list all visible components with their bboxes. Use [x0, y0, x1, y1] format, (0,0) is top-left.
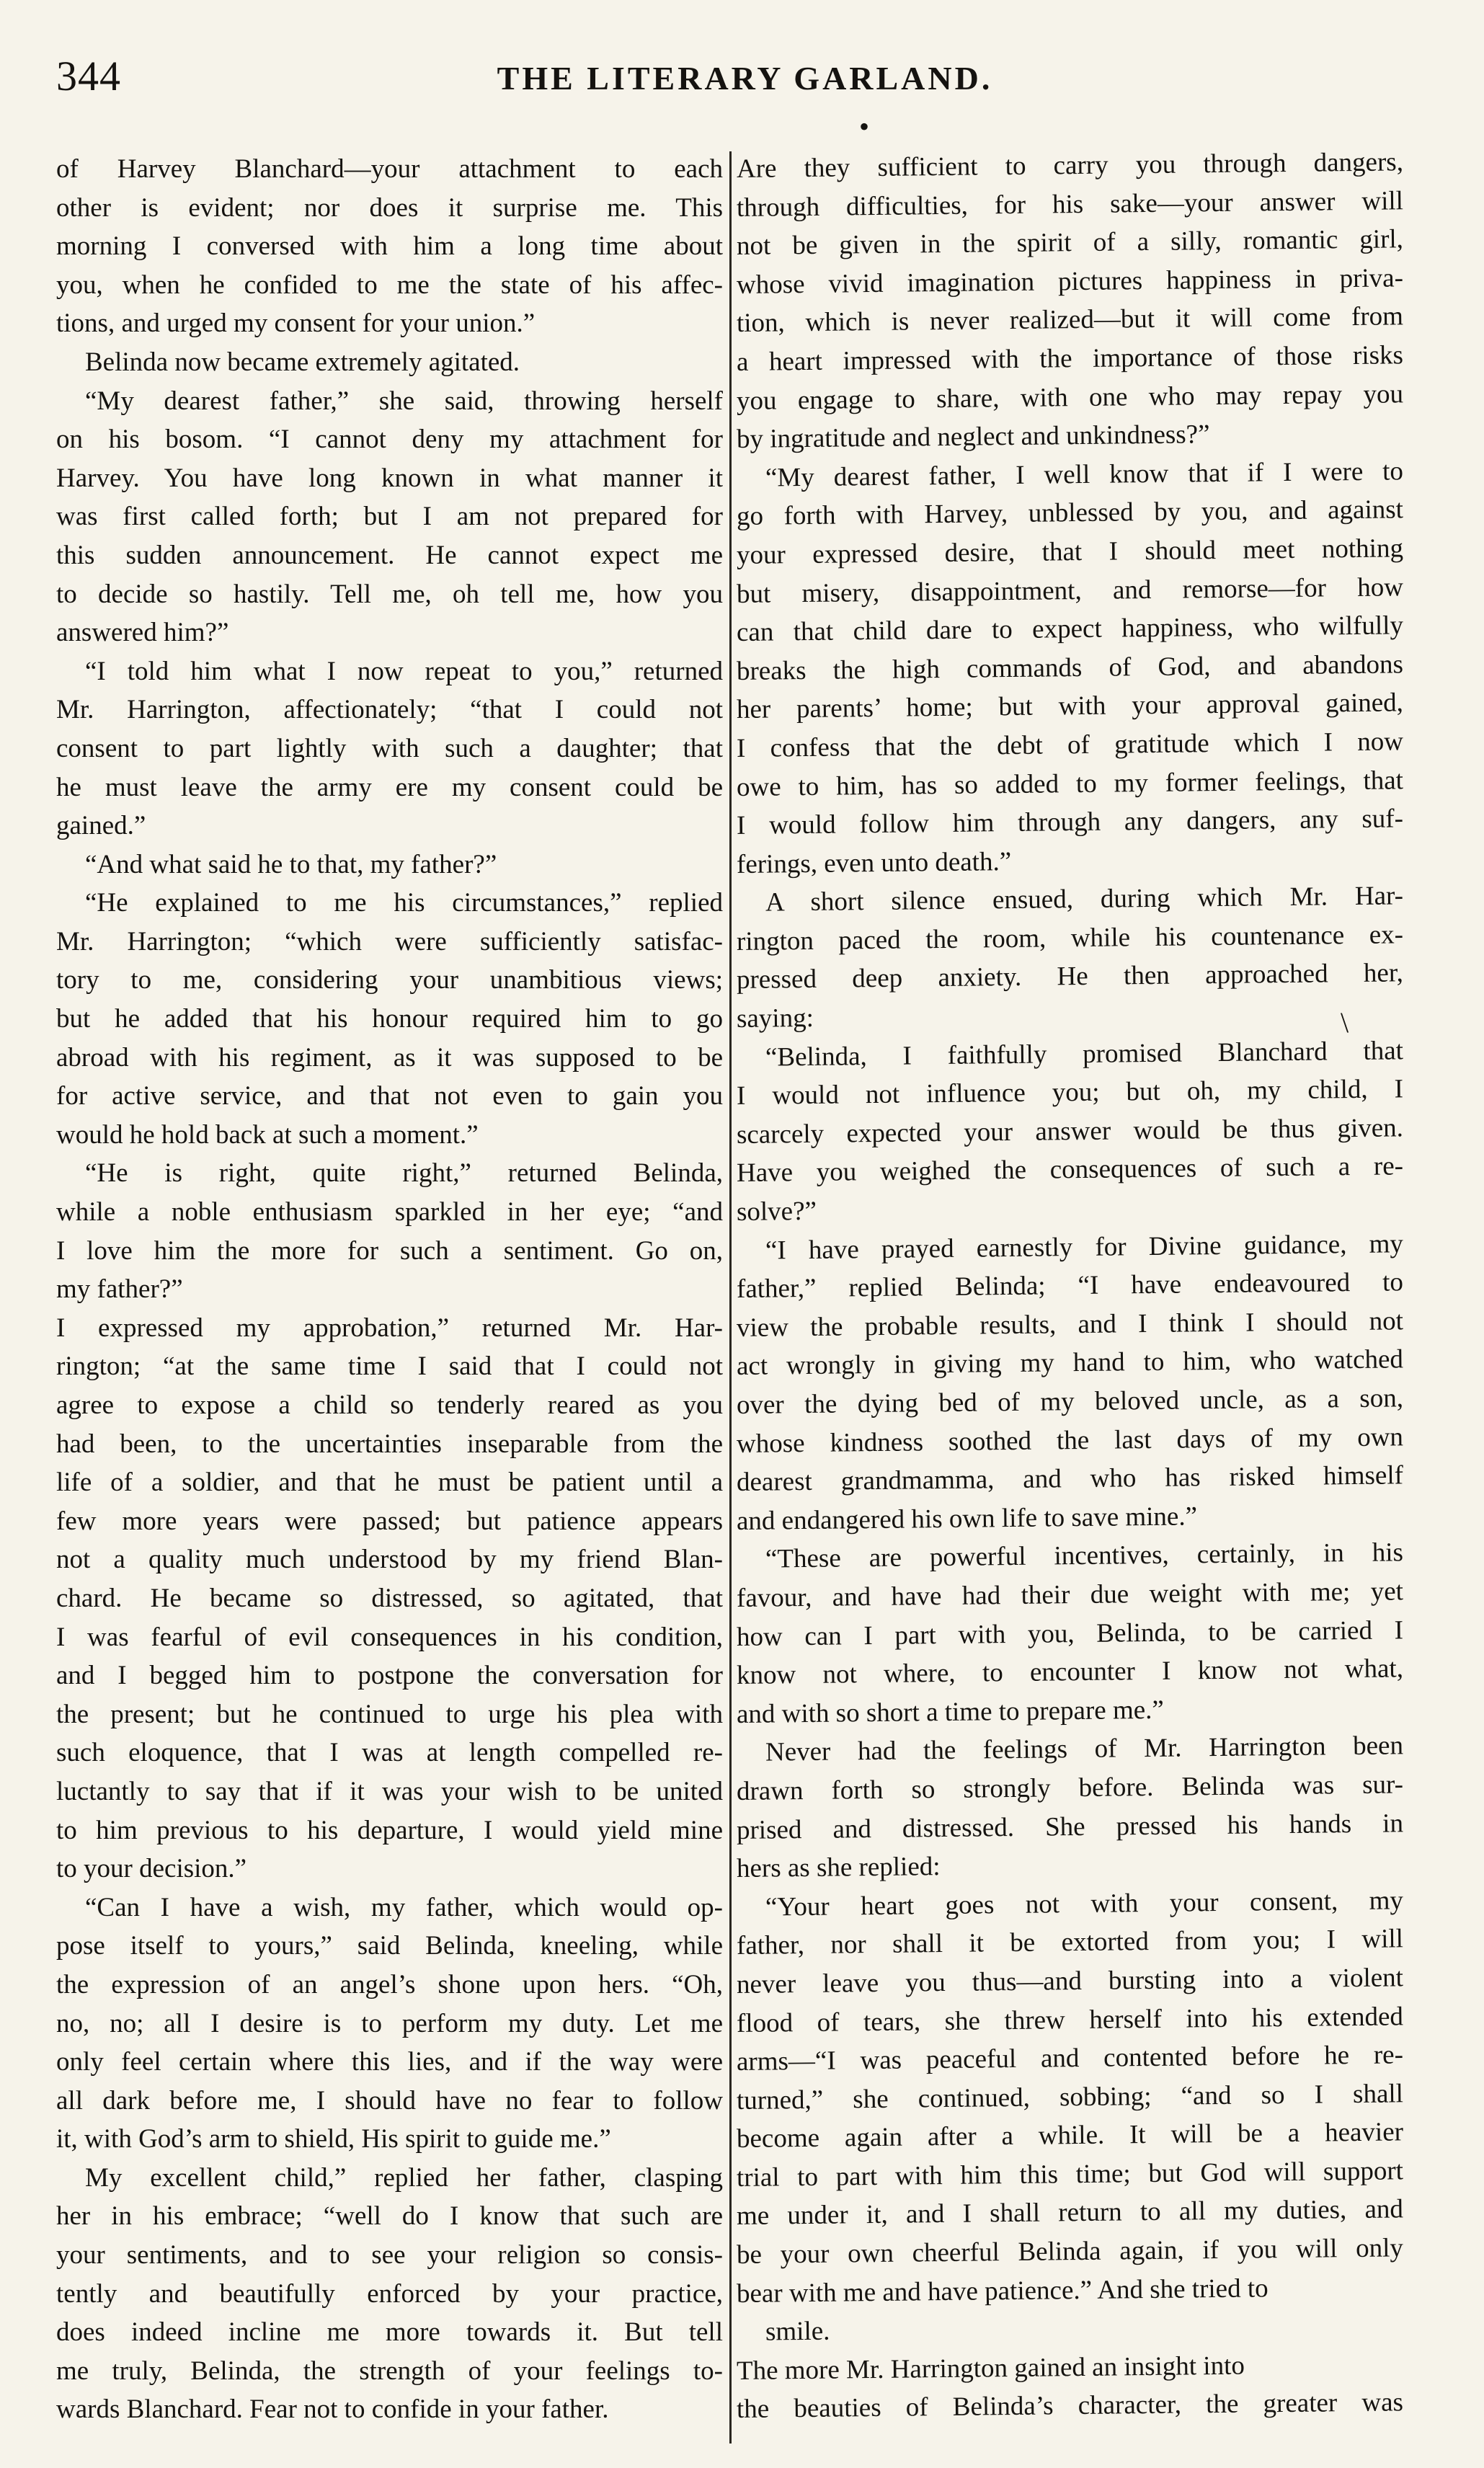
text-line: Mr. Harrington; “which were sufficiently satisfac-	[56, 926, 723, 956]
text-line: “I told him what I now repeat to you,” returned	[85, 656, 723, 686]
text-line: but he added that his honour required him to go	[56, 1004, 723, 1034]
text-line: over the dying bed of my beloved uncle, as a son,	[736, 1383, 1404, 1420]
text-line: you, when he confided to me the state of his affec-	[56, 270, 723, 300]
text-line: not be given in the spirit of a silly, romantic girl,	[736, 224, 1404, 262]
text-line: no, no; all I desire is to perform my duty. Let me	[56, 2008, 723, 2038]
text-line: pressed deep anxiety. He then approached her,	[736, 958, 1404, 995]
text-line: Belinda now became extremely agitated.	[85, 347, 520, 377]
text-line: “My dearest father,” she said, throwing herself	[85, 386, 723, 416]
text-line: father,” replied Belinda; “I have endeavoured to	[736, 1267, 1404, 1305]
text-line: he must leave the army ere my consent could be	[56, 772, 723, 802]
text-line: turned,” she continued, sobbing; “and so I shall	[736, 2079, 1404, 2116]
text-line: tently and beautifully enforced by your practice,	[56, 2278, 723, 2309]
text-line: few more years were passed; but patience appears	[56, 1506, 723, 1536]
text-line: all dark before me, I should have no fear to follow	[56, 2085, 723, 2116]
text-line: tion, which is never realized—but it will come from	[736, 301, 1404, 339]
text-line: father, nor shall it be extorted from you; I will	[736, 1924, 1404, 1961]
text-line: never leave you thus—and bursting into a violent	[736, 1963, 1404, 1999]
text-line: the beauties of Belinda’s character, the greater was	[736, 2387, 1404, 2425]
text-line: can that child dare to expect happiness, who wilfully	[736, 611, 1404, 648]
text-line: agree to expose a child so tenderly reared as you	[56, 1390, 723, 1420]
text-line: how can I part with you, Belinda, to be carried I	[736, 1615, 1404, 1652]
text-line: I would follow him through any dangers, any suf-	[736, 804, 1404, 841]
text-line: saying:	[736, 1003, 814, 1034]
text-line: by ingratitude and neglect and unkindness?”	[736, 420, 1210, 455]
text-line: was first called forth; but I am not prepared for	[56, 502, 723, 532]
text-line: Have you weighed the consequences of such a re-	[736, 1151, 1404, 1189]
text-line: become again after a while. It will be a heavier	[736, 2117, 1404, 2154]
text-line: Harvey. You have long known in what manner it	[56, 463, 723, 493]
text-line: pose itself to yours,” said Belinda, kneeling, while	[56, 1931, 723, 1961]
print-speck: \	[1341, 1006, 1349, 1039]
text-line: My excellent child,” replied her father, clasping	[85, 2162, 723, 2193]
left-column	[56, 150, 723, 2429]
text-line: through difficulties, for his sake—your answer will	[736, 185, 1404, 223]
text-line: and with so short a time to prepare me.”	[736, 1695, 1165, 1729]
text-line: whose vivid imagination pictures happiness in priva-	[736, 263, 1404, 300]
text-line: you engage to share, with one who may repay you	[736, 378, 1404, 416]
text-line: arms—“I was peaceful and contented before he re-	[736, 2040, 1404, 2077]
text-line: your expressed desire, that I should meet nothing	[736, 533, 1404, 570]
text-line: “He explained to me his circumstances,” replied	[85, 888, 723, 918]
text-line: I would not influence you; but oh, my child, I	[736, 1074, 1404, 1111]
text-line: rington paced the room, while his countenance ex-	[736, 920, 1404, 956]
text-line: I confess that the debt of gratitude which I now	[736, 727, 1404, 763]
text-line: life of a soldier, and that he must be patient until a	[56, 1468, 723, 1498]
text-line: the present; but he continued to urge his plea with	[56, 1699, 723, 1729]
text-line: owe to him, has so added to my former feelings, that	[736, 765, 1404, 802]
text-line: “My dearest father, I well know that if I were to	[765, 456, 1404, 493]
text-line: Are they sufficient to carry you through dangers,	[736, 147, 1404, 184]
text-line: “Can I have a wish, my father, which would op-	[85, 1892, 723, 1922]
text-line: of Harvey Blanchard—your attachment to each	[56, 154, 723, 184]
text-line: consent to part lightly with such a daughter; that	[56, 733, 723, 763]
text-line: favour, and have had their due weight with me; yet	[736, 1576, 1404, 1613]
text-line: does indeed incline me more towards it. But tell	[56, 2317, 723, 2348]
page-number: 344	[56, 53, 121, 99]
text-line: “He is right, quite right,” returned Belinda,	[85, 1158, 723, 1189]
text-line: other is evident; nor does it surprise me. This	[56, 192, 723, 223]
text-line: know not where, to encounter I know not what,	[736, 1654, 1404, 1691]
text-line: be your own cheerful Belinda again, if you will only	[736, 2233, 1404, 2271]
text-line: “Belinda, I faithfully promised Blanchard that	[765, 1035, 1404, 1073]
text-line: chard. He became so distressed, so agitated, that	[56, 1583, 723, 1613]
text-line: me truly, Belinda, the strength of your feelings to-	[56, 2356, 723, 2386]
text-line: drawn forth so strongly before. Belinda was sur-	[736, 1770, 1404, 1806]
text-line: for active service, and that not even to gain you	[56, 1081, 723, 1111]
right-column	[736, 147, 1404, 2429]
text-line: wards Blanchard. Fear not to confide in your father.	[56, 2394, 609, 2425]
text-line: trial to part with him this time; but God will support	[736, 2156, 1404, 2193]
column-divider	[729, 151, 732, 2443]
text-line: flood of tears, she threw herself into his extended	[736, 2001, 1404, 2038]
text-line: answered him?”	[56, 618, 229, 648]
text-line: to your decision.”	[56, 1854, 247, 1884]
text-line: tions, and urged my consent for your union.”	[56, 308, 536, 339]
text-line: I was fearful of evil consequences in his condition,	[56, 1622, 723, 1652]
text-line: scarcely expected your answer would be thus given.	[736, 1113, 1404, 1150]
text-line: it, with God’s arm to shield, His spirit to guide me.”	[56, 2124, 611, 2154]
text-line: tory to me, considering your unambitious views;	[56, 965, 723, 995]
text-line: dearest grandmamma, and who has risked himself	[736, 1460, 1404, 1498]
text-line: “These are powerful incentives, certainly, in his	[765, 1537, 1404, 1574]
text-line: “I have prayed earnestly for Divine guidance, my	[765, 1228, 1404, 1266]
text-line: “Your heart goes not with your consent, my	[765, 1886, 1404, 1922]
page-header	[56, 52, 1434, 117]
text-line: abroad with his regiment, as it was supposed to be	[56, 1042, 723, 1073]
text-line: on his bosom. “I cannot deny my attachment for	[56, 425, 723, 455]
text-line: “And what said he to that, my father?”	[85, 849, 497, 879]
text-line: this sudden announcement. He cannot expect me	[56, 540, 723, 570]
text-line: A short silence ensued, during which Mr. Har-	[765, 881, 1404, 918]
text-line: whose kindness soothed the last days of my own	[736, 1421, 1404, 1459]
text-line: act wrongly in giving my hand to him, who watched	[736, 1344, 1404, 1382]
text-line: and endangered his own life to save mine.”	[736, 1501, 1198, 1536]
text-line: The more Mr. Harrington gained an insight into	[736, 2351, 1245, 2386]
text-line: Never had the feelings of Mr. Harrington been	[765, 1731, 1404, 1767]
text-line: morning I conversed with him a long time about	[56, 231, 723, 262]
print-speck: •	[859, 110, 870, 143]
running-title: THE LITERARY GARLAND.	[497, 60, 993, 97]
text-line: and I begged him to postpone the conversation for	[56, 1661, 723, 1691]
text-line: would he hold back at such a moment.”	[56, 1119, 479, 1150]
text-line: Mr. Harrington, affectionately; “that I could not	[56, 695, 723, 725]
text-line: such eloquence, that I was at length compelled re-	[56, 1738, 723, 1768]
text-line: bear with me and have patience.” And she tried to	[736, 2273, 1268, 2309]
text-line: I love him the more for such a sentiment. Go on,	[56, 1235, 723, 1266]
text-line: a heart impressed with the importance of those risks	[736, 340, 1404, 377]
text-line: solve?”	[736, 1196, 817, 1228]
text-line: to him previous to his departure, I would yield mine	[56, 1815, 723, 1845]
text-line: gained.”	[56, 811, 146, 841]
text-line: to decide so hastily. Tell me, oh tell me, how you	[56, 579, 723, 609]
text-line: the expression of an angel’s shone upon hers. “Oh,	[56, 1969, 723, 1999]
text-line: had been, to the uncertainties inseparable from the	[56, 1429, 723, 1459]
text-line: smile.	[765, 2316, 830, 2347]
text-line: not a quality much understood by my friend Blan-	[56, 1545, 723, 1575]
text-line: her parents’ home; but with your approval gained,	[736, 688, 1404, 725]
text-line: but misery, disappointment, and remorse—for how	[736, 572, 1404, 609]
text-line: ferings, even unto death.”	[736, 846, 1012, 879]
text-line: luctantly to say that if it was your wish to be united	[56, 1776, 723, 1806]
text-line: view the probable results, and I think I should not	[736, 1306, 1404, 1343]
text-line: me under it, and I shall return to all my duties, and	[736, 2194, 1404, 2232]
text-line: prised and distressed. She pressed his hands in	[736, 1808, 1404, 1845]
text-line: my father?”	[56, 1274, 183, 1305]
text-line: breaks the high commands of God, and abandons	[736, 649, 1404, 686]
text-line: her in his embrace; “well do I know that such are	[56, 2201, 723, 2232]
text-line: while a noble enthusiasm sparkled in her eye; “and	[56, 1197, 723, 1228]
text-line: I expressed my approbation,” returned Mr. Har-	[56, 1313, 723, 1343]
text-line: go forth with Harvey, unblessed by you, and against	[736, 494, 1404, 532]
text-line: your sentiments, and to see your religion so consis-	[56, 2240, 723, 2271]
text-line: only feel certain where this lies, and if the way were	[56, 2047, 723, 2077]
text-line: hers as she replied:	[736, 1852, 941, 1884]
text-line: rington; “at the same time I said that I could not	[56, 1351, 723, 1382]
